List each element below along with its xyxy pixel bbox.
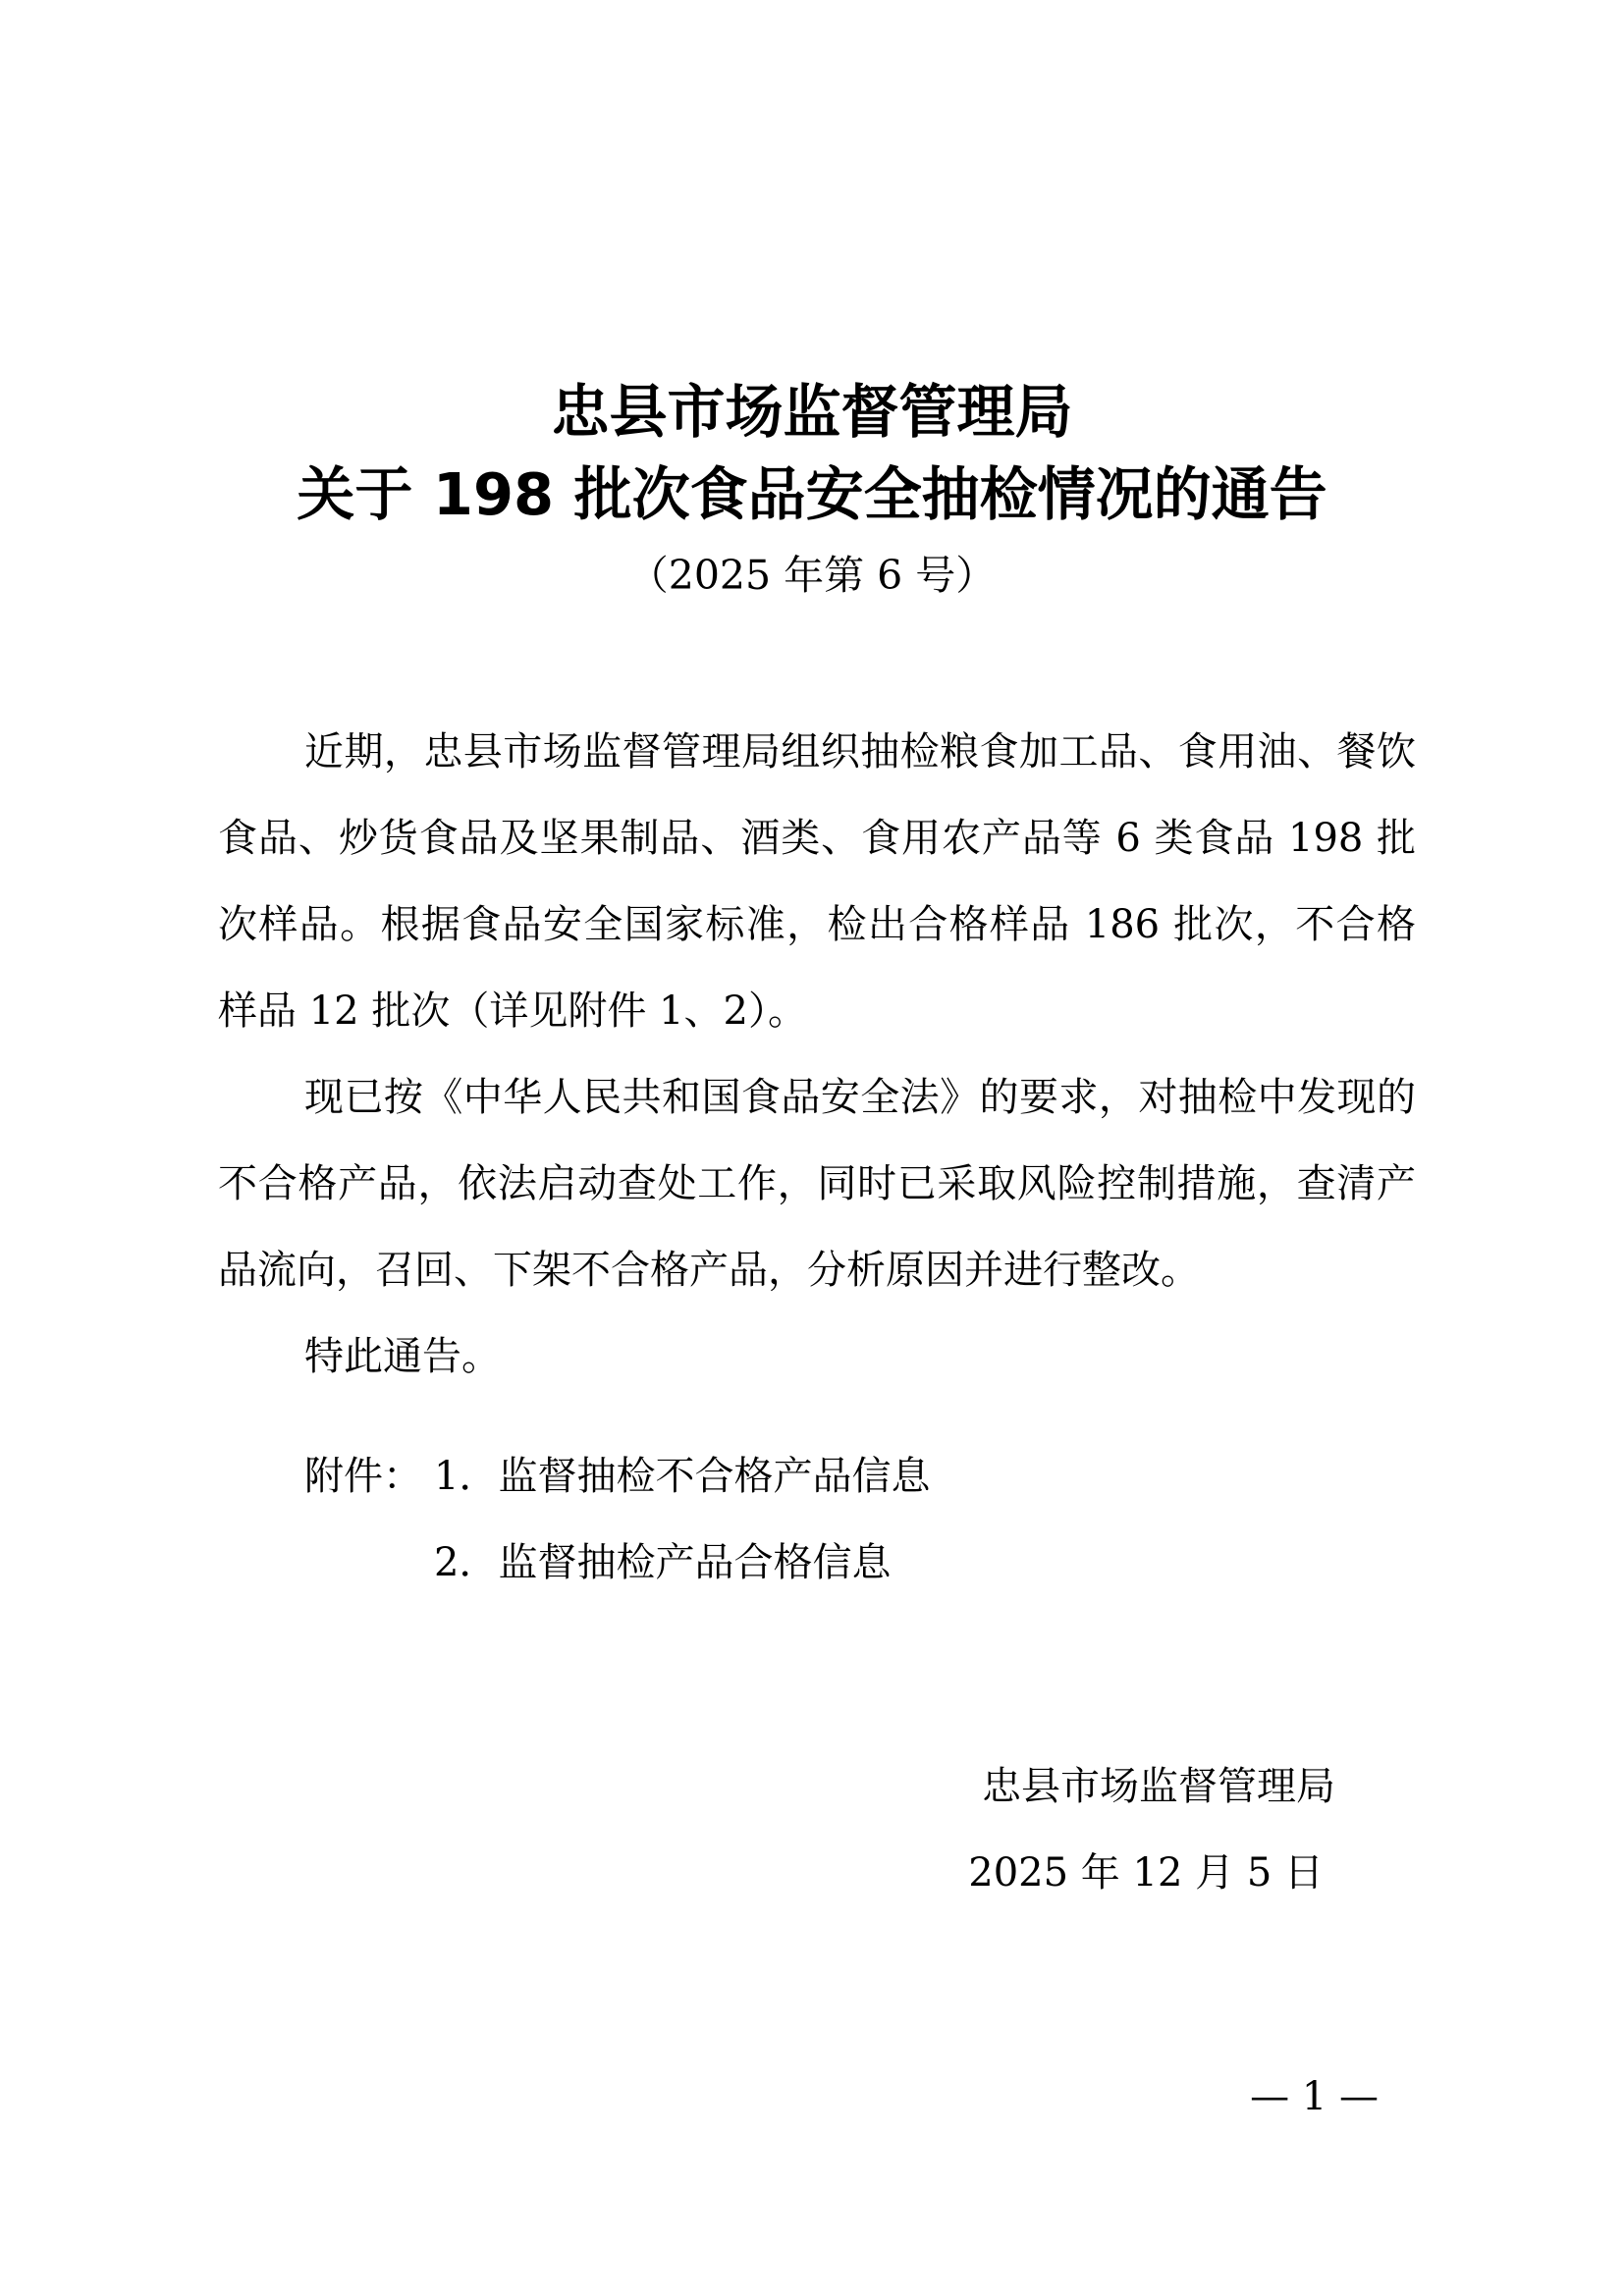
attachment-indent [304, 1520, 434, 1606]
document-body [218, 709, 1416, 1400]
document-title-line-2: 关于 198 批次食品安全抽检情况的通告 [297, 460, 1327, 528]
attachments-label: 附件： [304, 1454, 422, 1499]
signature-date: 2025 年 12 月 5 日 [968, 1850, 1324, 1896]
attachment-item-2-text: 2．监督抽检产品合格信息 [434, 1540, 892, 1585]
body-paragraph-closing: 特此通告。 [304, 1334, 501, 1379]
body-paragraph-1: 近期，忠县市场监督管理局组织抽检粮食加工品、食用油、餐饮食品、炒货食品及坚果制品、酒类、食用农产品等 6 类食品 198 批次样品。根据食品安全国家标准，检出合格样品 186 批次，不合格样品 12 批次（详见附件 1、2）。 [218, 729, 1416, 1034]
page-number: — 1 — [1250, 2074, 1379, 2119]
attachment-item-2 [304, 1520, 930, 1606]
document-title-line-1: 忠县市场监督管理局 [551, 378, 1073, 446]
attachments-list [304, 1433, 930, 1606]
body-paragraph-2: 现已按《中华人民共和国食品安全法》的要求，对抽检中发现的不合格产品，依法启动查处工作，同时已采取风险控制措施，查清产品流向，召回、下架不合格产品，分析原因并进行整改。 [218, 1075, 1416, 1293]
signature-block [968, 1743, 1335, 1916]
document-number: （2025 年第 6 号） [627, 552, 997, 599]
signature-org: 忠县市场监督管理局 [982, 1764, 1335, 1809]
attachment-item-1 [304, 1433, 930, 1520]
attachment-item-1-text: 1．监督抽检不合格产品信息 [434, 1454, 931, 1499]
